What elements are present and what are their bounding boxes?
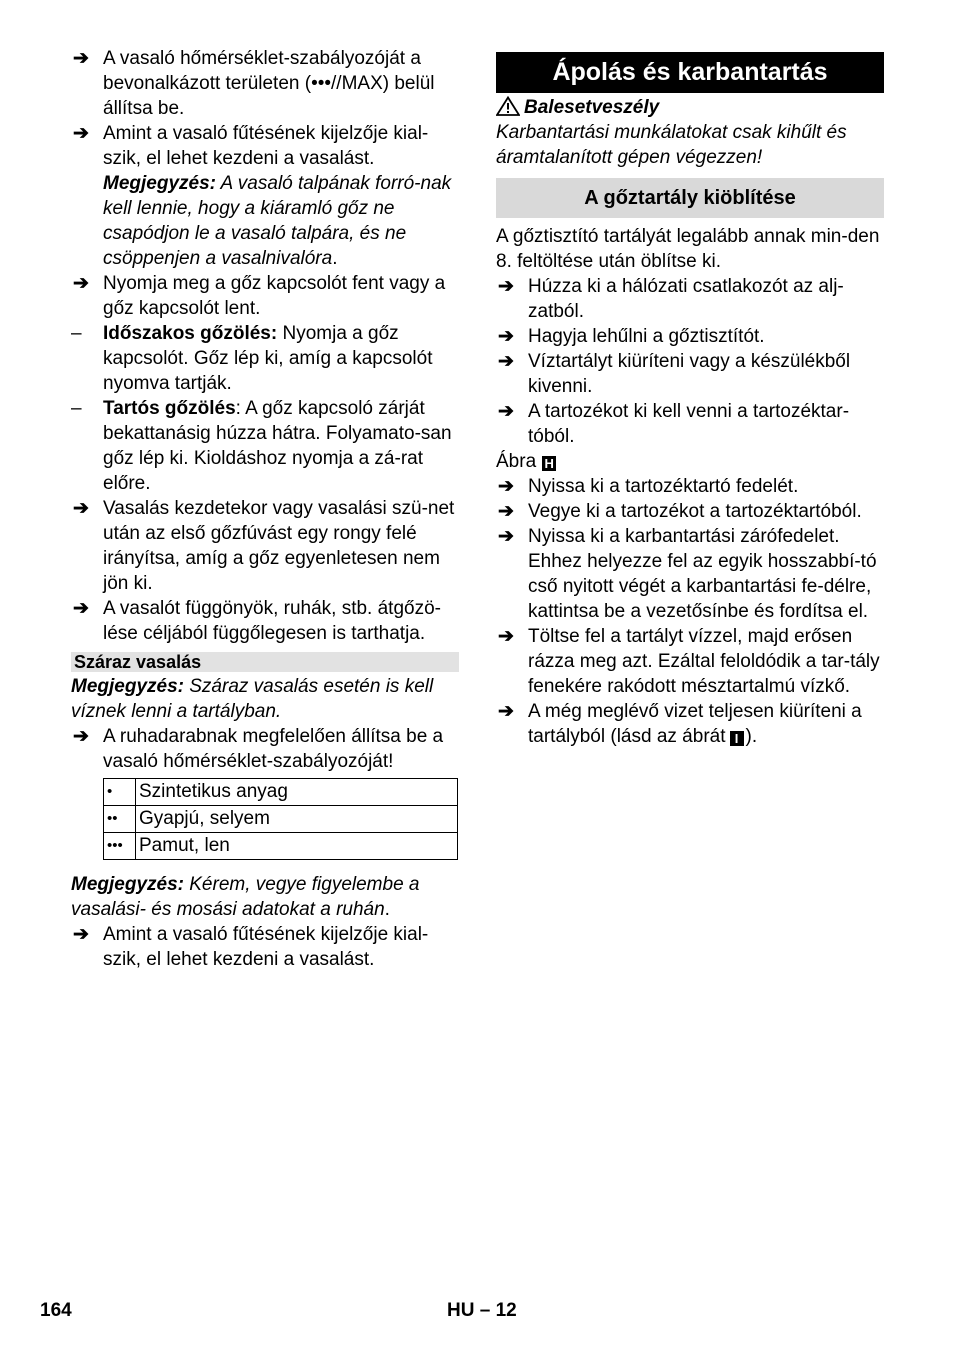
warning-body: Karbantartási munkálatokat csak kihűlt és áramtalanított gépen végezzen!	[496, 122, 847, 168]
note-label: Megjegyzés:	[71, 676, 184, 697]
arrow-right-icon: ➔	[73, 123, 89, 144]
list-item	[496, 399, 884, 449]
list-item	[71, 271, 459, 321]
arrow-right-icon: ➔	[73, 726, 89, 747]
arrow-right-icon: ➔	[498, 276, 514, 297]
figure-ref-box: I	[730, 731, 744, 746]
right-column	[496, 46, 884, 749]
arrow-right-icon: ➔	[498, 476, 514, 497]
arrow-right-icon: ➔	[73, 598, 89, 619]
warning-line	[496, 95, 884, 120]
dash-bullet: –	[71, 398, 82, 419]
item-text: Nyissa ki a karbantartási zárófedelet. Ehhez helyezze fel az egyik hosszabbí-tó cső nyitott végét a karbantartási fe-délre, kattintsa be a vezetősínbe és fordítsa el.	[528, 526, 877, 622]
list-item	[496, 474, 884, 499]
dash-bullet: –	[71, 323, 82, 344]
arrow-right-icon: ➔	[73, 924, 89, 945]
note-end: .	[332, 248, 338, 269]
warning-text	[496, 120, 884, 170]
note-text: A vasaló talpának forró-nak kell lennie, hogy a kiáramló gőz ne csapódjon le a vasaló talpára, és ne csöppenjen a vasalnivalóra	[103, 173, 452, 269]
item-text: Nyissa ki a tartozéktartó fedelét.	[528, 476, 799, 497]
list-item	[71, 596, 459, 646]
list-item	[496, 624, 884, 699]
arrow-right-icon: ➔	[498, 626, 514, 647]
temperature-table	[103, 778, 458, 860]
figure-line	[496, 449, 884, 474]
item-text: A még meglévő vizet teljesen kiüríteni a tartályból (lásd az ábrát	[528, 701, 862, 747]
warning-triangle-icon	[496, 96, 520, 116]
dots-cell: ••	[104, 806, 136, 833]
subsection-heading: Száraz vasalás	[71, 652, 459, 672]
subsection-heading: A gőztartály kiöblítése	[496, 178, 884, 218]
item-text: Nyomja meg a gőz kapcsolót fent vagy a gőz kapcsolót lent.	[103, 273, 446, 319]
arrow-right-icon: ➔	[73, 48, 89, 69]
list-item	[496, 324, 884, 349]
list-item	[71, 496, 459, 596]
arrow-right-icon: ➔	[498, 326, 514, 347]
warning-label: Balesetveszély	[524, 97, 660, 118]
item-text: A vasalót függönyök, ruhák, stb. átgőzö-lése céljából függőlegesen is tarthatja.	[103, 598, 441, 644]
arrow-right-icon: ➔	[73, 273, 89, 294]
item-text: Amint a vasaló fűtésének kijelzője kial-szik, el lehet kezdeni a vasalást.	[103, 924, 429, 970]
item-text: Víztartályt kiüríteni vagy a készülékből kivenni.	[528, 351, 851, 397]
intro-paragraph: A gőztisztító tartályát legalább annak min-den 8. feltöltése után öblítse ki.	[496, 226, 880, 272]
table-row	[104, 806, 458, 833]
item-text: A vasaló hőmérséklet-szabályozóját a bevonalkázott területen (•••//MAX) belül állítsa be.	[103, 48, 435, 119]
note-label: Megjegyzés:	[71, 874, 184, 895]
list-item	[71, 46, 459, 121]
dash-text: : A gőz kapcsoló zárját bekattanásig húzza hátra. Folyamato-san gőz lép ki. Kioldáshoz nyomja a zá-rat előre.	[103, 398, 452, 494]
item-text: A ruhadarabnak megfelelően állítsa be a vasaló hőmérséklet-szabályozóját!	[103, 726, 444, 772]
dots-cell: •	[104, 779, 136, 806]
fabric-cell: Szintetikus anyag	[136, 779, 458, 806]
dash-label: Időszakos gőzölés:	[103, 323, 278, 344]
item-text: Amint a vasaló fűtésének kijelzője kial-szik, el lehet kezdeni a vasalást.	[103, 123, 429, 169]
note-text: Száraz vasalás esetén is kell víznek lenni a tartályban.	[71, 676, 434, 722]
list-item	[496, 349, 884, 399]
dash-item	[71, 321, 459, 396]
note-label: Megjegyzés:	[103, 173, 216, 194]
item-text: A tartozékot ki kell venni a tartozéktar-tóból.	[528, 401, 850, 447]
section-heading: Ápolás és karbantartás	[496, 52, 884, 93]
item-text: Töltse fel a tartályt vízzel, majd erősen rázza meg azt. Ezáltal feloldódik a tar-tály fenekére rakódott mésztartalmú vízkő.	[528, 626, 880, 697]
list-item	[496, 699, 884, 749]
note-paragraph	[71, 674, 459, 724]
list-item	[496, 499, 884, 524]
item-text: Húzza ki a hálózati csatlakozót az alj-zatból.	[528, 276, 844, 322]
list-item	[496, 524, 884, 624]
arrow-right-icon: ➔	[498, 351, 514, 372]
dash-item	[71, 396, 459, 496]
note-paragraph	[71, 171, 459, 271]
figure-ref-box: H	[542, 456, 556, 471]
page-number: 164	[40, 1300, 72, 1321]
list-item	[71, 922, 459, 972]
dots-cell: •••	[104, 833, 136, 860]
fabric-cell: Pamut, len	[136, 833, 458, 860]
table-row	[104, 833, 458, 860]
item-text-end: ).	[745, 726, 758, 747]
dash-text: Nyomja a gőz kapcsolót. Gőz lép ki, amíg a kapcsolót nyomva tartják.	[103, 323, 433, 394]
list-item	[71, 724, 459, 774]
item-text: Vegye ki a tartozékot a tartozéktartóból.	[528, 501, 862, 522]
list-item	[71, 121, 459, 171]
item-text: Vasalás kezdetekor vagy vasalási szü-net után az első gőzfúvást egy rongy felé irányítsa, amíg a gőz egyenletesen nem jön ki.	[103, 498, 455, 594]
figure-label: Ábra	[496, 451, 537, 472]
arrow-right-icon: ➔	[498, 526, 514, 547]
note-end: .	[384, 899, 390, 920]
note-paragraph	[71, 872, 459, 922]
fabric-cell: Gyapjú, selyem	[136, 806, 458, 833]
arrow-right-icon: ➔	[498, 401, 514, 422]
arrow-right-icon: ➔	[498, 701, 514, 722]
item-text: Hagyja lehűlni a gőztisztítót.	[528, 326, 765, 347]
section-code: HU – 12	[447, 1300, 517, 1321]
table-row	[104, 779, 458, 806]
dash-label: Tartós gőzölés	[103, 398, 236, 419]
arrow-right-icon: ➔	[498, 501, 514, 522]
left-column	[71, 46, 459, 972]
list-item	[496, 274, 884, 324]
note-text: Kérem, vegye figyelembe a vasalási- és mosási adatokat a ruhán	[71, 874, 420, 920]
arrow-right-icon: ➔	[73, 498, 89, 519]
